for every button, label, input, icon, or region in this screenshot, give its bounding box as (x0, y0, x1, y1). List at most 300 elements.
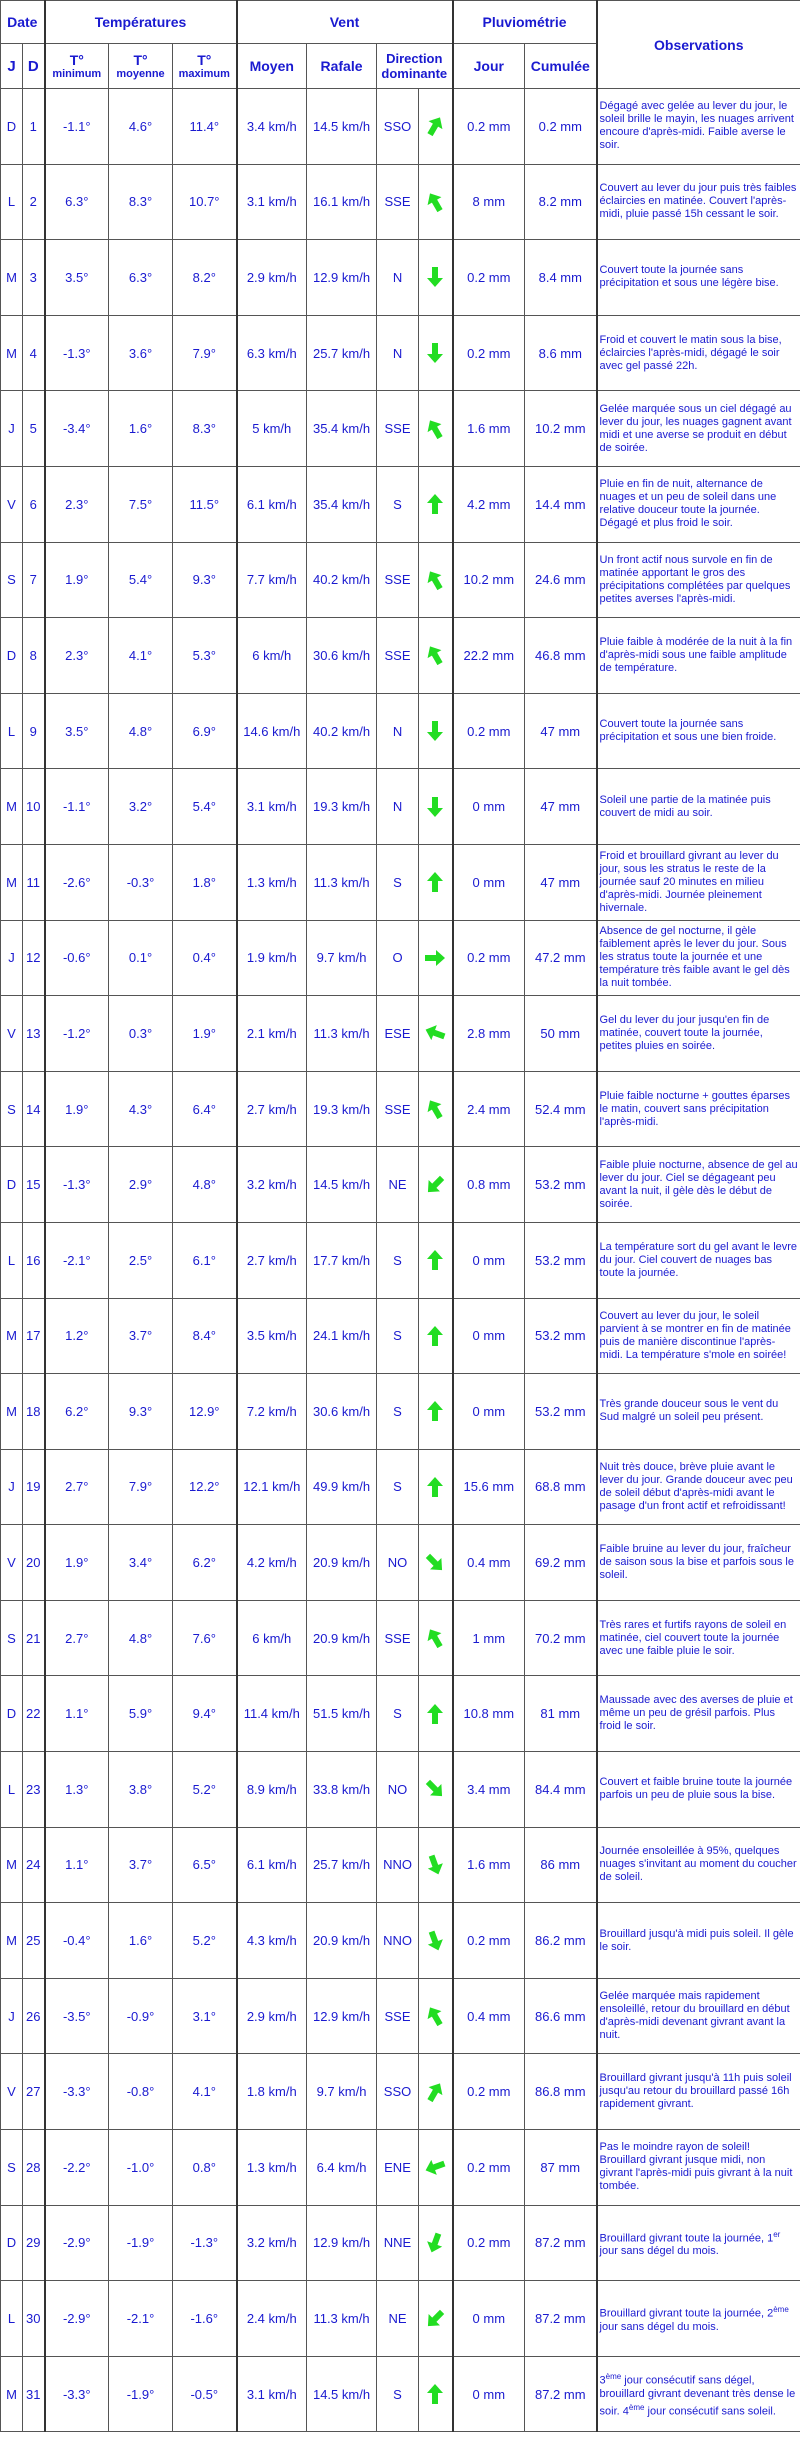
rain-cumulative: 8.4 mm (525, 240, 597, 316)
wind-arrow-icon (423, 643, 447, 667)
rain-day: 15.6 mm (453, 1449, 525, 1525)
rain-cumulative: 50 mm (525, 996, 597, 1072)
rain-day: 0.2 mm (453, 315, 525, 391)
observation-text: Gelée marquée mais rapidement ensoleillé, retour du brouillard en début d'après-midi devenant givrant avant la nuit. (597, 1978, 800, 2054)
temp-max: 6.2° (173, 1525, 237, 1601)
day-number: 10 (23, 769, 45, 845)
temp-min: -2.9° (45, 2281, 109, 2357)
temp-max: 11.5° (173, 466, 237, 542)
temp-max: 6.4° (173, 1071, 237, 1147)
wind-arrow-icon (423, 719, 447, 743)
wind-avg: 7.2 km/h (237, 1374, 307, 1450)
temp-max: 5.4° (173, 769, 237, 845)
temp-min: 1.1° (45, 1827, 109, 1903)
temp-moy: 5.9° (109, 1676, 173, 1752)
temp-moy: -2.1° (109, 2281, 173, 2357)
temp-moy: -0.3° (109, 844, 173, 920)
wind-avg: 6.3 km/h (237, 315, 307, 391)
day-letter: J (1, 1978, 23, 2054)
day-number: 23 (23, 1752, 45, 1828)
day-number: 12 (23, 920, 45, 996)
wind-arrow-icon (423, 2004, 447, 2028)
wind-arrow-icon (423, 870, 447, 894)
wind-avg: 2.4 km/h (237, 2281, 307, 2357)
wind-avg: 2.9 km/h (237, 240, 307, 316)
table-row (1, 2281, 800, 2357)
day-letter: M (1, 240, 23, 316)
temp-max: 6.5° (173, 1827, 237, 1903)
temp-moy: 8.3° (109, 164, 173, 240)
day-number: 30 (23, 2281, 45, 2357)
day-number: 9 (23, 693, 45, 769)
wind-direction: S (377, 1298, 419, 1374)
table-row (1, 542, 800, 618)
wind-avg: 11.4 km/h (237, 1676, 307, 1752)
wind-direction: NE (377, 1147, 419, 1223)
wind-arrow-icon (423, 114, 447, 138)
rain-cumulative: 68.8 mm (525, 1449, 597, 1525)
rain-day: 2.8 mm (453, 996, 525, 1072)
temp-moy: 3.7° (109, 1827, 173, 1903)
wind-direction: NNO (377, 1903, 419, 1979)
temp-min: -1.3° (45, 315, 109, 391)
rain-cumulative: 47 mm (525, 693, 597, 769)
wind-arrow-cell (419, 1600, 453, 1676)
wind-avg: 2.1 km/h (237, 996, 307, 1072)
wind-gust: 14.5 km/h (307, 1147, 377, 1223)
temp-min: 1.2° (45, 1298, 109, 1374)
table-row (1, 1827, 800, 1903)
temp-moy: 5.4° (109, 542, 173, 618)
table-row (1, 693, 800, 769)
wind-arrow-cell (419, 1449, 453, 1525)
temp-min: -3.5° (45, 1978, 109, 2054)
wind-direction: NO (377, 1525, 419, 1601)
day-letter: S (1, 1600, 23, 1676)
table-row (1, 315, 800, 391)
wind-arrow-cell (419, 1676, 453, 1752)
temp-max: -0.5° (173, 2356, 237, 2432)
temp-min: 6.2° (45, 1374, 109, 1450)
header-tmoy-a: T° (133, 51, 148, 68)
temp-max: 7.9° (173, 315, 237, 391)
wind-gust: 25.7 km/h (307, 315, 377, 391)
wind-gust: 40.2 km/h (307, 542, 377, 618)
wind-avg: 8.9 km/h (237, 1752, 307, 1828)
wind-direction: SSE (377, 1978, 419, 2054)
wind-arrow-cell (419, 1978, 453, 2054)
wind-arrow-icon (423, 2382, 447, 2406)
rain-cumulative: 53.2 mm (525, 1147, 597, 1223)
temp-min: 2.7° (45, 1600, 109, 1676)
temp-min: 6.3° (45, 164, 109, 240)
wind-arrow-cell (419, 2054, 453, 2130)
day-number: 4 (23, 315, 45, 391)
wind-gust: 14.5 km/h (307, 89, 377, 165)
rain-cumulative: 53.2 mm (525, 1374, 597, 1450)
temp-moy: -1.0° (109, 2130, 173, 2206)
rain-day: 10.8 mm (453, 1676, 525, 1752)
wind-direction: S (377, 1676, 419, 1752)
temp-moy: 1.6° (109, 391, 173, 467)
temp-moy: 3.6° (109, 315, 173, 391)
wind-avg: 6 km/h (237, 1600, 307, 1676)
temp-min: 3.5° (45, 693, 109, 769)
rain-cumulative: 47 mm (525, 769, 597, 845)
wind-arrow-cell (419, 844, 453, 920)
rain-cumulative: 0.2 mm (525, 89, 597, 165)
day-number: 5 (23, 391, 45, 467)
table-row (1, 1147, 800, 1223)
temp-moy: 1.6° (109, 1903, 173, 1979)
wind-gust: 33.8 km/h (307, 1752, 377, 1828)
day-number: 18 (23, 1374, 45, 1450)
table-row (1, 1600, 800, 1676)
observation-text: Couvert toute la journée sans précipitation et sous une bien froide. (597, 693, 800, 769)
wind-arrow-icon (423, 2307, 447, 2331)
observation-text: Nuit très douce, brève pluie avant le lever du jour. Grande douceur avec peu de soleil début d'après-midi avant le pasage d'un front actif et refroidissant! (597, 1449, 800, 1525)
wind-direction: SSE (377, 1600, 419, 1676)
day-letter: L (1, 164, 23, 240)
temp-max: 8.2° (173, 240, 237, 316)
wind-avg: 2.7 km/h (237, 1071, 307, 1147)
header-jour: Jour (453, 44, 525, 89)
wind-arrow-icon (423, 417, 447, 441)
wind-avg: 1.8 km/h (237, 2054, 307, 2130)
wind-direction: S (377, 844, 419, 920)
temp-min: -2.2° (45, 2130, 109, 2206)
table-row (1, 391, 800, 467)
day-number: 21 (23, 1600, 45, 1676)
wind-avg: 1.3 km/h (237, 844, 307, 920)
wind-gust: 51.5 km/h (307, 1676, 377, 1752)
table-row (1, 2205, 800, 2281)
rain-cumulative: 86 mm (525, 1827, 597, 1903)
temp-moy: 3.4° (109, 1525, 173, 1601)
day-number: 7 (23, 542, 45, 618)
day-number: 17 (23, 1298, 45, 1374)
wind-direction: O (377, 920, 419, 996)
rain-day: 10.2 mm (453, 542, 525, 618)
header-tmax-b: maximum (178, 67, 230, 80)
wind-arrow-cell (419, 996, 453, 1072)
day-letter: V (1, 2054, 23, 2130)
table-row (1, 2356, 800, 2432)
table-row (1, 240, 800, 316)
day-number: 22 (23, 1676, 45, 1752)
wind-gust: 20.9 km/h (307, 1600, 377, 1676)
rain-cumulative: 87.2 mm (525, 2281, 597, 2357)
temp-max: 8.3° (173, 391, 237, 467)
temp-moy: 7.5° (109, 466, 173, 542)
wind-arrow-icon (423, 265, 447, 289)
wind-direction: NE (377, 2281, 419, 2357)
day-letter: M (1, 315, 23, 391)
day-number: 25 (23, 1903, 45, 1979)
temp-min: 2.7° (45, 1449, 109, 1525)
observation-text: Faible bruine au lever du jour, fraîcheur de saison sous la bise et parfois sous le soleil. (597, 1525, 800, 1601)
observation-text: Journée ensoleillée à 95%, quelques nuages s'invitant au moment du coucher de soleil. (597, 1827, 800, 1903)
rain-day: 0 mm (453, 2356, 525, 2432)
day-number: 29 (23, 2205, 45, 2281)
day-letter: L (1, 1222, 23, 1298)
rain-day: 0.2 mm (453, 693, 525, 769)
temp-min: -1.1° (45, 89, 109, 165)
day-letter: M (1, 1903, 23, 1979)
day-letter: L (1, 2281, 23, 2357)
rain-day: 22.2 mm (453, 618, 525, 694)
wind-arrow-icon (423, 1777, 447, 1801)
temp-moy: 3.8° (109, 1752, 173, 1828)
day-letter: S (1, 2130, 23, 2206)
temp-moy: 2.9° (109, 1147, 173, 1223)
wind-arrow-icon (423, 1097, 447, 1121)
day-number: 19 (23, 1449, 45, 1525)
wind-gust: 16.1 km/h (307, 164, 377, 240)
wind-direction: ENE (377, 2130, 419, 2206)
day-letter: S (1, 542, 23, 618)
table-row (1, 1903, 800, 1979)
day-number: 2 (23, 164, 45, 240)
header-tmin-a: T° (69, 51, 84, 68)
wind-avg: 3.2 km/h (237, 1147, 307, 1223)
table-row (1, 164, 800, 240)
rain-cumulative: 24.6 mm (525, 542, 597, 618)
wind-gust: 6.4 km/h (307, 2130, 377, 2206)
temp-max: 12.9° (173, 1374, 237, 1450)
observation-text: Pluie en fin de nuit, alternance de nuages et un peu de soleil dans une relative douceur toute la journée. Dégagé et plus froid le soir. (597, 466, 800, 542)
table-row (1, 920, 800, 996)
wind-avg: 5 km/h (237, 391, 307, 467)
rain-day: 0.2 mm (453, 89, 525, 165)
wind-gust: 25.7 km/h (307, 1827, 377, 1903)
wind-gust: 19.3 km/h (307, 1071, 377, 1147)
rain-day: 0.2 mm (453, 1903, 525, 1979)
header-direction: Direction dominante (377, 44, 453, 89)
temp-min: -0.6° (45, 920, 109, 996)
wind-avg: 4.3 km/h (237, 1903, 307, 1979)
wind-arrow-cell (419, 769, 453, 845)
wind-direction: S (377, 466, 419, 542)
wind-avg: 12.1 km/h (237, 1449, 307, 1525)
wind-arrow-cell (419, 2130, 453, 2206)
temp-moy: 0.1° (109, 920, 173, 996)
wind-arrow-cell (419, 1525, 453, 1601)
temp-min: -3.3° (45, 2356, 109, 2432)
table-row (1, 2130, 800, 2206)
rain-day: 0.2 mm (453, 920, 525, 996)
day-letter: M (1, 1298, 23, 1374)
wind-direction: N (377, 315, 419, 391)
wind-gust: 11.3 km/h (307, 2281, 377, 2357)
observation-text: Très grande douceur sous le vent du Sud malgré un soleil peu présent. (597, 1374, 800, 1450)
wind-avg: 2.9 km/h (237, 1978, 307, 2054)
observation-text: Brouillard jusqu'à midi puis soleil. Il gèle le soir. (597, 1903, 800, 1979)
temp-moy: 3.2° (109, 769, 173, 845)
temp-max: 9.3° (173, 542, 237, 618)
wind-arrow-cell (419, 89, 453, 165)
wind-arrow-cell (419, 1222, 453, 1298)
temp-max: 1.8° (173, 844, 237, 920)
header-tmin-b: minimum (52, 67, 102, 80)
wind-avg: 6 km/h (237, 618, 307, 694)
wind-arrow-icon (423, 341, 447, 365)
wind-arrow-cell (419, 164, 453, 240)
rain-day: 1.6 mm (453, 391, 525, 467)
wind-arrow-icon (423, 1475, 447, 1499)
observation-text: Soleil une partie de la matinée puis couvert de midi au soir. (597, 769, 800, 845)
wind-arrow-icon (423, 1626, 447, 1650)
wind-direction: SSO (377, 2054, 419, 2130)
temp-max: 12.2° (173, 1449, 237, 1525)
wind-direction: SSO (377, 89, 419, 165)
table-row (1, 1525, 800, 1601)
observation-text: Faible pluie nocturne, absence de gel au lever du jour. Ciel se dégageant peu avant la nuit, il gèle dès le début de soirée. (597, 1147, 800, 1223)
rain-cumulative: 87.2 mm (525, 2356, 597, 2432)
wind-arrow-cell (419, 2281, 453, 2357)
wind-gust: 12.9 km/h (307, 240, 377, 316)
wind-arrow-icon (423, 1399, 447, 1423)
header-row-top (1, 1, 800, 44)
rain-cumulative: 46.8 mm (525, 618, 597, 694)
day-number: 1 (23, 89, 45, 165)
wind-gust: 40.2 km/h (307, 693, 377, 769)
rain-day: 8 mm (453, 164, 525, 240)
wind-gust: 17.7 km/h (307, 1222, 377, 1298)
temp-max: 11.4° (173, 89, 237, 165)
wind-direction: NNE (377, 2205, 419, 2281)
temp-moy: 9.3° (109, 1374, 173, 1450)
temp-moy: 4.6° (109, 89, 173, 165)
temp-min: 2.3° (45, 466, 109, 542)
day-number: 14 (23, 1071, 45, 1147)
observation-text: Pluie faible à modérée de la nuit à la fin d'après-midi sous une faible amplitude de température. (597, 618, 800, 694)
day-letter: V (1, 466, 23, 542)
wind-direction: ESE (377, 996, 419, 1072)
wind-direction: SSE (377, 1071, 419, 1147)
day-number: 16 (23, 1222, 45, 1298)
rain-day: 0.2 mm (453, 2054, 525, 2130)
wind-arrow-cell (419, 1903, 453, 1979)
rain-cumulative: 47.2 mm (525, 920, 597, 996)
wind-arrow-icon (423, 190, 447, 214)
rain-day: 0 mm (453, 769, 525, 845)
wind-gust: 30.6 km/h (307, 618, 377, 694)
wind-direction: SSE (377, 618, 419, 694)
day-number: 15 (23, 1147, 45, 1223)
wind-arrow-icon (423, 946, 447, 970)
table-row (1, 1676, 800, 1752)
wind-arrow-cell (419, 2205, 453, 2281)
day-letter: L (1, 693, 23, 769)
wind-gust: 12.9 km/h (307, 1978, 377, 2054)
observation-text: Gel du lever du jour jusqu'en fin de matinée, couvert toute la journée, petites pluies en soirée. (597, 996, 800, 1072)
rain-cumulative: 69.2 mm (525, 1525, 597, 1601)
wind-avg: 6.1 km/h (237, 466, 307, 542)
header-rafale: Rafale (307, 44, 377, 89)
day-letter: D (1, 618, 23, 694)
temp-max: 3.1° (173, 1978, 237, 2054)
rain-day: 4.2 mm (453, 466, 525, 542)
table-row (1, 1752, 800, 1828)
rain-day: 0 mm (453, 844, 525, 920)
observation-text: Très rares et furtifs rayons de soleil en matinée, ciel couvert toute la journée avec une faible pluie le soir. (597, 1600, 800, 1676)
table-row (1, 1374, 800, 1450)
temp-moy: 4.8° (109, 693, 173, 769)
temp-moy: -1.9° (109, 2205, 173, 2281)
observation-text: Couvert au lever du jour, le soleil parvient à se montrer en fin de matinée puis de manière discontinue l'après-midi. La température s'mole en soirée! (597, 1298, 800, 1374)
observation-text: Froid et brouillard givrant au lever du jour, sous les stratus le reste de la journée sauf 20 minutes en milieu d'après-midi. Journée pleinement hivernale. (597, 844, 800, 920)
observation-text: Maussade avec des averses de pluie et même un peu de grésil parfois. Plus froid le soir. (597, 1676, 800, 1752)
rain-cumulative: 84.4 mm (525, 1752, 597, 1828)
day-number: 3 (23, 240, 45, 316)
wind-arrow-cell (419, 542, 453, 618)
observation-text: Gelée marquée sous un ciel dégagé au lever du jour, les nuages gagnent avant midi et une averse se produit en début de soirée. (597, 391, 800, 467)
header-tmoy (109, 44, 173, 89)
rain-day: 0 mm (453, 2281, 525, 2357)
temp-max: 4.8° (173, 1147, 237, 1223)
temp-moy: 4.1° (109, 618, 173, 694)
wind-arrow-cell (419, 2356, 453, 2432)
observation-text: Pas le moindre rayon de soleil! Brouillard givrant jusque midi, non givrant l'après-midi puis givrant à la nuit tombée. (597, 2130, 800, 2206)
temp-min: 1.9° (45, 1525, 109, 1601)
wind-gust: 11.3 km/h (307, 996, 377, 1072)
rain-day: 0 mm (453, 1374, 525, 1450)
header-moyen: Moyen (237, 44, 307, 89)
day-letter: M (1, 1827, 23, 1903)
rain-cumulative: 8.2 mm (525, 164, 597, 240)
wind-gust: 35.4 km/h (307, 391, 377, 467)
temp-max: 5.3° (173, 618, 237, 694)
temp-moy: 7.9° (109, 1449, 173, 1525)
temp-moy: -1.9° (109, 2356, 173, 2432)
header-vent: Vent (237, 1, 453, 44)
wind-avg: 3.4 km/h (237, 89, 307, 165)
temp-min: 2.3° (45, 618, 109, 694)
wind-arrow-icon (423, 2231, 447, 2255)
wind-direction: N (377, 240, 419, 316)
wind-avg: 6.1 km/h (237, 1827, 307, 1903)
day-number: 13 (23, 996, 45, 1072)
temp-max: 0.8° (173, 2130, 237, 2206)
wind-gust: 24.1 km/h (307, 1298, 377, 1374)
temp-max: 8.4° (173, 1298, 237, 1374)
wind-arrow-icon (423, 1551, 447, 1575)
wind-gust: 19.3 km/h (307, 769, 377, 845)
wind-gust: 49.9 km/h (307, 1449, 377, 1525)
table-row (1, 1071, 800, 1147)
rain-cumulative: 86.6 mm (525, 1978, 597, 2054)
temp-moy: 4.8° (109, 1600, 173, 1676)
temp-min: -2.9° (45, 2205, 109, 2281)
observation-text: Brouillard givrant jusqu'à 11h puis soleil jusqu'au retour du brouillard passé 16h rapidement givrant. (597, 2054, 800, 2130)
temp-max: 0.4° (173, 920, 237, 996)
header-date: Date (1, 1, 45, 44)
day-number: 20 (23, 1525, 45, 1601)
temp-max: 1.9° (173, 996, 237, 1072)
wind-arrow-icon (423, 2155, 447, 2179)
temp-moy: 6.3° (109, 240, 173, 316)
header-pluviometrie: Pluviométrie (453, 1, 597, 44)
header-observations: Observations (597, 1, 800, 89)
wind-direction: SSE (377, 164, 419, 240)
wind-direction: N (377, 693, 419, 769)
temp-max: -1.6° (173, 2281, 237, 2357)
rain-day: 0.4 mm (453, 1978, 525, 2054)
wind-arrow-cell (419, 315, 453, 391)
observation-text: Un front actif nous survole en fin de matinée apportant le gros des précipitations complétées par quelques petites averses l'après-midi. (597, 542, 800, 618)
wind-arrow-icon (423, 795, 447, 819)
